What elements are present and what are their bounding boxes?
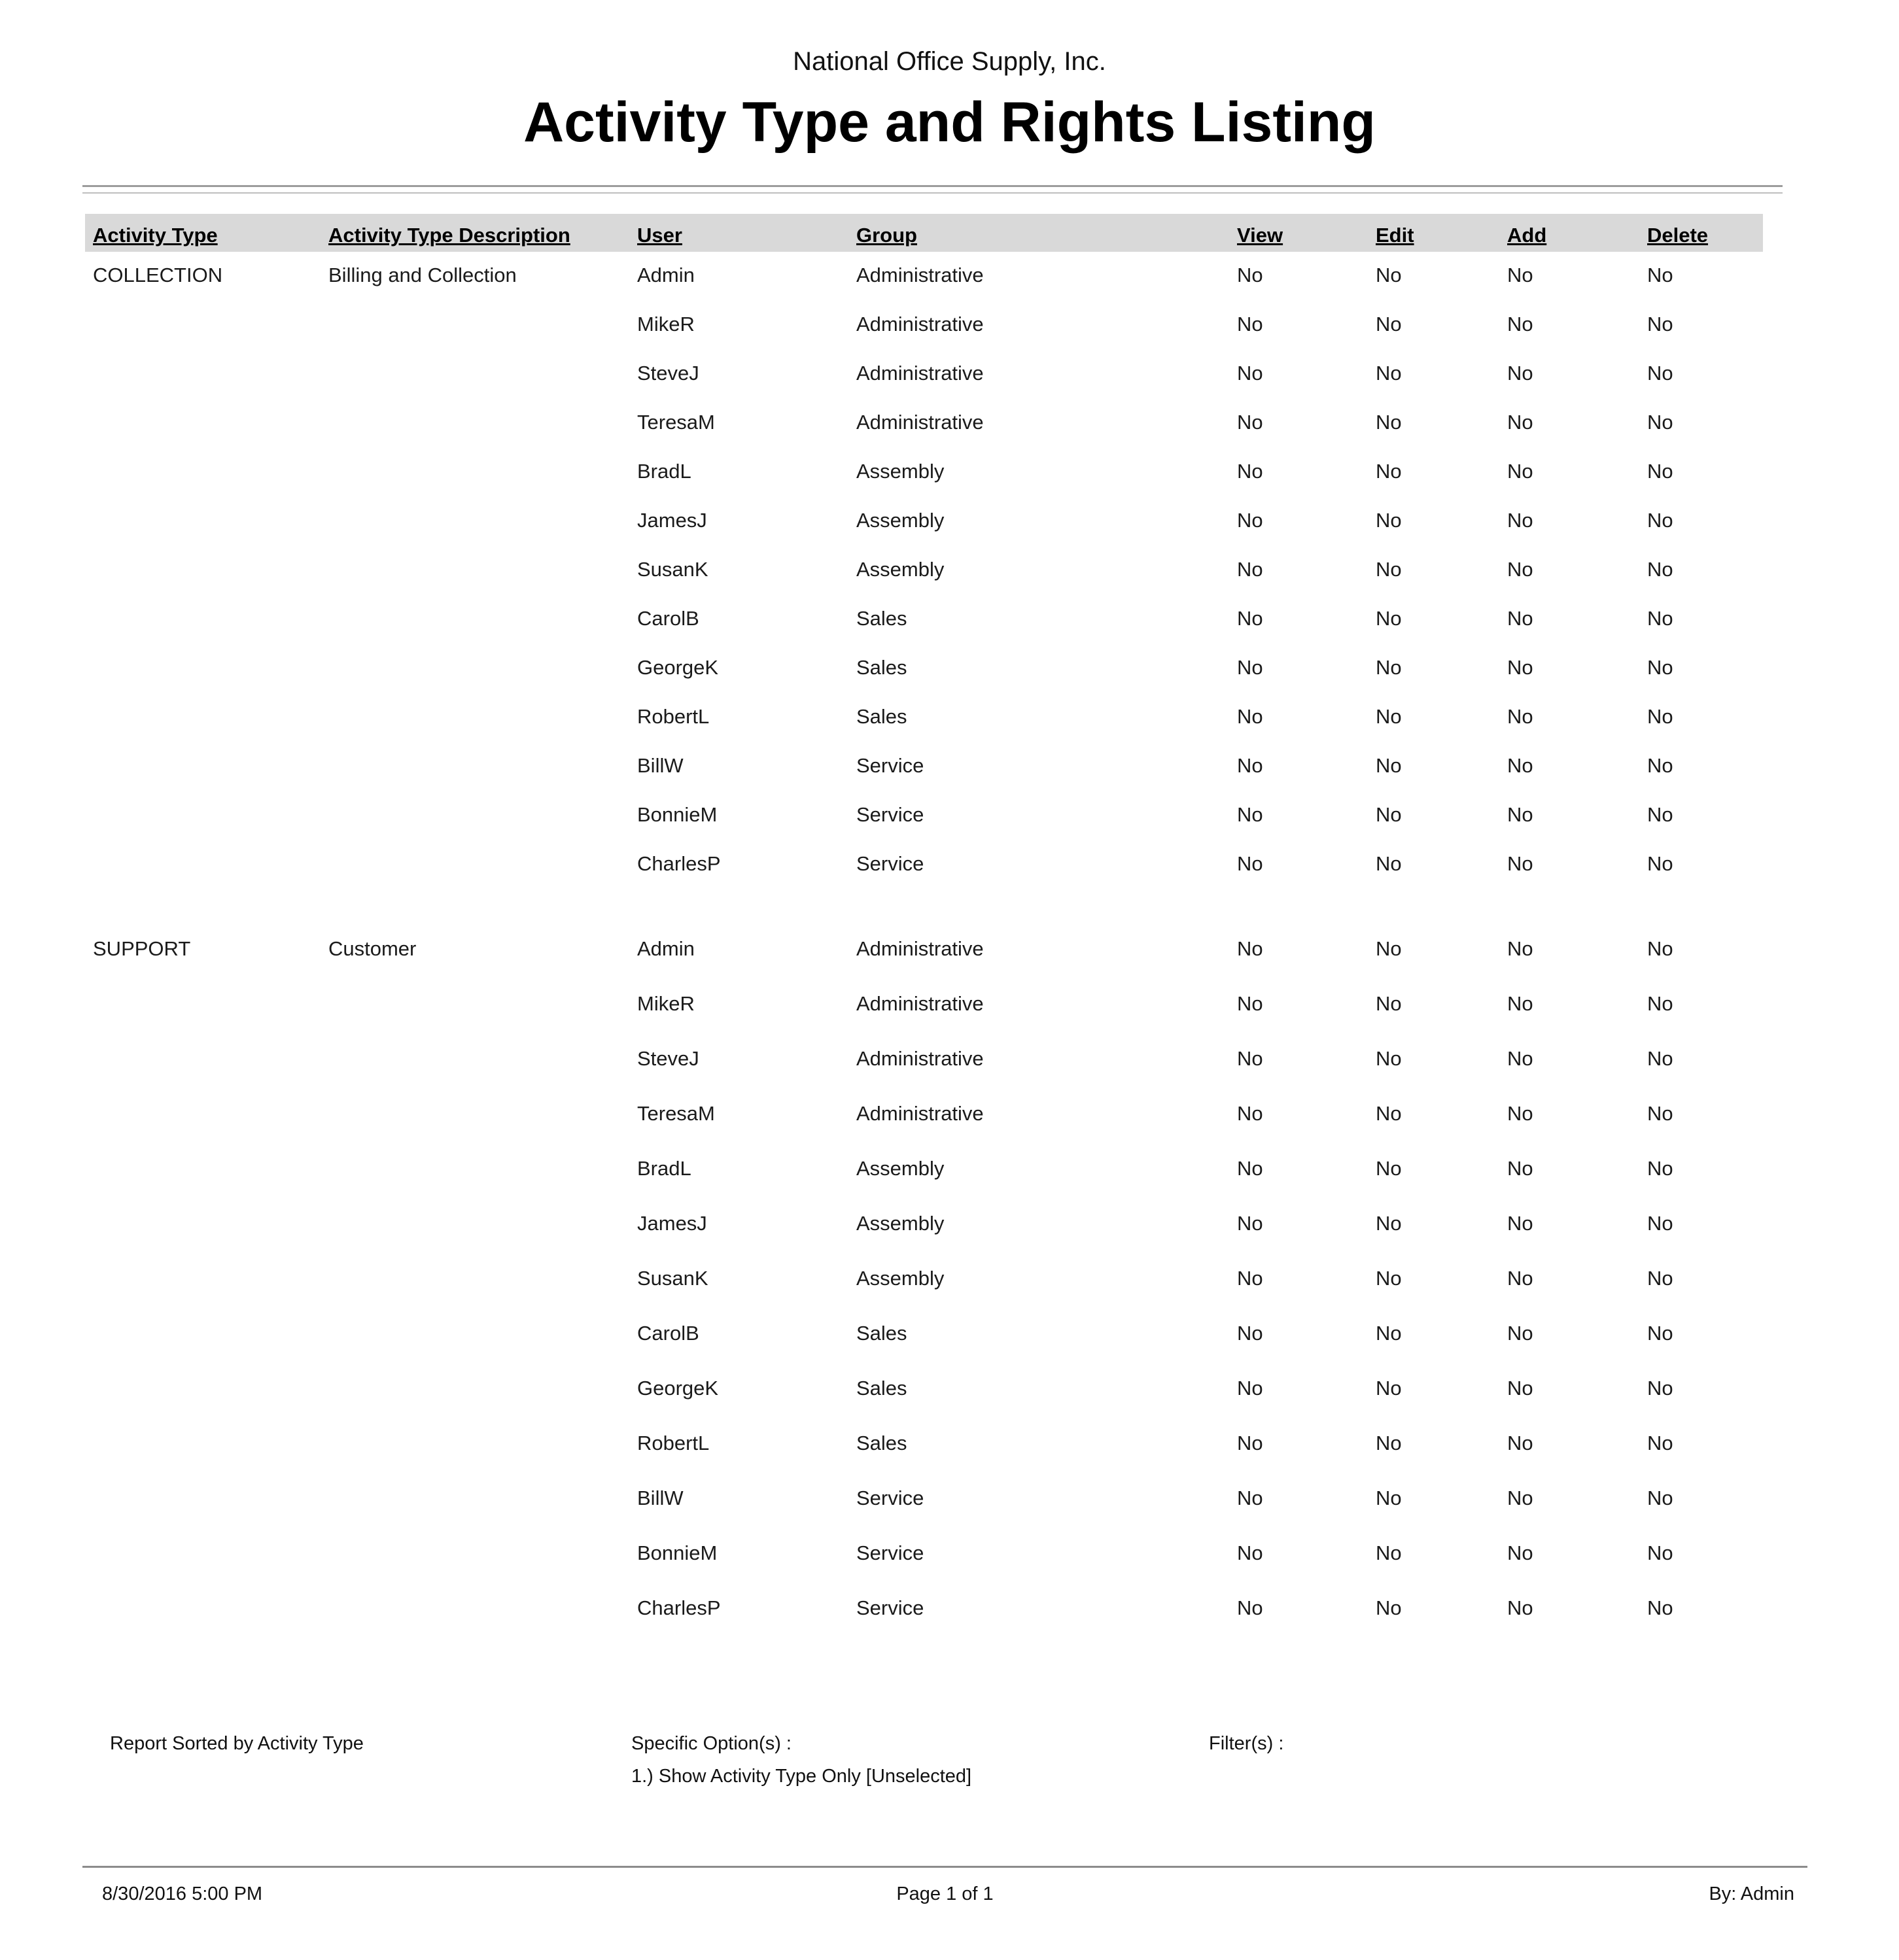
cell-user: TeresaM xyxy=(637,1102,715,1125)
cell-activity-type xyxy=(85,1097,321,1152)
cell-delete: No xyxy=(1647,937,1673,960)
cell-add: No xyxy=(1507,1432,1533,1454)
cell-group: Assembly xyxy=(856,509,945,532)
cell-user: SusanK xyxy=(637,1267,708,1290)
cell-add: No xyxy=(1507,558,1533,581)
cell-add: No xyxy=(1507,803,1533,826)
cell-view: No xyxy=(1237,852,1263,875)
table-row xyxy=(85,1262,1763,1316)
cell-edit: No xyxy=(1376,937,1402,960)
cell-group: Sales xyxy=(856,607,907,630)
cell-description xyxy=(321,405,629,455)
cell-edit: No xyxy=(1376,992,1402,1015)
cell-group: Sales xyxy=(856,1432,907,1454)
cell-add: No xyxy=(1507,1212,1533,1235)
cell-add: No xyxy=(1507,1596,1533,1619)
cell-delete: No xyxy=(1647,1212,1673,1235)
cell-description xyxy=(321,504,629,553)
table-row xyxy=(85,987,1763,1042)
cell-edit: No xyxy=(1376,1541,1402,1564)
cell-add: No xyxy=(1507,1157,1533,1180)
cell-edit: No xyxy=(1376,1047,1402,1070)
cell-view: No xyxy=(1237,705,1263,728)
table-row xyxy=(85,651,1763,700)
cell-group: Service xyxy=(856,754,924,777)
cell-group: Service xyxy=(856,1487,924,1509)
cell-delete: No xyxy=(1647,1432,1673,1454)
cell-group: Administrative xyxy=(856,411,984,434)
cell-view: No xyxy=(1237,1267,1263,1290)
cell-description xyxy=(321,1042,629,1097)
table-row xyxy=(85,932,1763,987)
cell-group: Administrative xyxy=(856,937,984,960)
table-row xyxy=(85,700,1763,749)
cell-add: No xyxy=(1507,460,1533,483)
cell-activity-type xyxy=(85,504,321,553)
cell-view: No xyxy=(1237,992,1263,1015)
cell-add: No xyxy=(1507,852,1533,875)
cell-edit: No xyxy=(1376,460,1402,483)
table-row xyxy=(85,1426,1763,1481)
cell-view: No xyxy=(1237,754,1263,777)
table-row xyxy=(85,1481,1763,1536)
col-header-group: Group xyxy=(856,224,917,247)
cell-edit: No xyxy=(1376,362,1402,385)
cell-description xyxy=(321,847,629,896)
cell-activity-type xyxy=(85,553,321,602)
cell-user: CarolB xyxy=(637,607,699,630)
report-author: By: Admin xyxy=(1709,1883,1794,1904)
options-label: Specific Option(s) : xyxy=(631,1733,792,1754)
cell-group: Administrative xyxy=(856,264,984,286)
cell-activity-type xyxy=(85,307,321,356)
cell-group: Service xyxy=(856,803,924,826)
table-row xyxy=(85,258,1763,307)
cell-edit: No xyxy=(1376,1487,1402,1509)
cell-add: No xyxy=(1507,1267,1533,1290)
company-name: National Office Supply, Inc. xyxy=(793,47,1106,76)
cell-add: No xyxy=(1507,656,1533,679)
cell-activity-type xyxy=(85,1262,321,1316)
title-divider xyxy=(82,185,1783,194)
cell-user: GeorgeK xyxy=(637,656,719,679)
status-bar xyxy=(82,1883,1807,1916)
cell-group: Service xyxy=(856,1596,924,1619)
table-row xyxy=(85,553,1763,602)
table-row xyxy=(85,455,1763,504)
cell-user: BonnieM xyxy=(637,803,718,826)
table-row xyxy=(85,1042,1763,1097)
cell-user: SusanK xyxy=(637,558,708,581)
cell-user: GeorgeK xyxy=(637,1377,719,1400)
footer-divider xyxy=(82,1866,1807,1868)
cell-edit: No xyxy=(1376,264,1402,286)
table-row xyxy=(85,405,1763,455)
cell-user: MikeR xyxy=(637,313,695,335)
cell-user: TeresaM xyxy=(637,411,715,434)
cell-view: No xyxy=(1237,1377,1263,1400)
cell-add: No xyxy=(1507,1377,1533,1400)
cell-delete: No xyxy=(1647,1377,1673,1400)
cell-view: No xyxy=(1237,264,1263,286)
table-row xyxy=(85,504,1763,553)
cell-user: BillW xyxy=(637,1487,684,1509)
page-title: Activity Type and Rights Listing xyxy=(523,91,1376,154)
cell-activity-type xyxy=(85,1591,321,1646)
cell-view: No xyxy=(1237,362,1263,385)
cell-view: No xyxy=(1237,1047,1263,1070)
cell-delete: No xyxy=(1647,1322,1673,1345)
cell-group: Assembly xyxy=(856,558,945,581)
cell-group: Administrative xyxy=(856,1102,984,1125)
cell-activity-type xyxy=(85,405,321,455)
cell-user: Admin xyxy=(637,264,695,286)
cell-delete: No xyxy=(1647,1267,1673,1290)
cell-user: BradL xyxy=(637,460,691,483)
cell-user: SteveJ xyxy=(637,362,699,385)
cell-add: No xyxy=(1507,362,1533,385)
cell-delete: No xyxy=(1647,1157,1673,1180)
cell-view: No xyxy=(1237,937,1263,960)
cell-delete: No xyxy=(1647,852,1673,875)
cell-view: No xyxy=(1237,1541,1263,1564)
cell-view: No xyxy=(1237,607,1263,630)
cell-activity-type xyxy=(85,1316,321,1371)
cell-activity-type xyxy=(85,1042,321,1097)
cell-description xyxy=(321,455,629,504)
col-header-edit: Edit xyxy=(1376,224,1414,247)
cell-delete: No xyxy=(1647,411,1673,434)
cell-description xyxy=(321,1152,629,1207)
cell-add: No xyxy=(1507,1322,1533,1345)
cell-view: No xyxy=(1237,656,1263,679)
cell-add: No xyxy=(1507,705,1533,728)
col-header-user: User xyxy=(637,224,682,247)
activity-section xyxy=(85,258,1763,896)
cell-edit: No xyxy=(1376,558,1402,581)
cell-group: Sales xyxy=(856,705,907,728)
cell-edit: No xyxy=(1376,1267,1402,1290)
cell-add: No xyxy=(1507,411,1533,434)
table-row xyxy=(85,1152,1763,1207)
cell-description xyxy=(321,987,629,1042)
cell-edit: No xyxy=(1376,1157,1402,1180)
cell-activity-type xyxy=(85,651,321,700)
cell-user: CarolB xyxy=(637,1322,699,1345)
table-row xyxy=(85,1591,1763,1646)
cell-view: No xyxy=(1237,411,1263,434)
table-row xyxy=(85,1207,1763,1262)
cell-user: MikeR xyxy=(637,992,695,1015)
cell-description xyxy=(321,749,629,798)
cell-delete: No xyxy=(1647,1102,1673,1125)
cell-group: Administrative xyxy=(856,1047,984,1070)
col-header-view: View xyxy=(1237,224,1283,247)
cell-edit: No xyxy=(1376,411,1402,434)
cell-description xyxy=(321,1481,629,1536)
cell-add: No xyxy=(1507,1047,1533,1070)
report-datetime: 8/30/2016 5:00 PM xyxy=(102,1883,263,1904)
cell-delete: No xyxy=(1647,1487,1673,1509)
cell-activity-type xyxy=(85,700,321,749)
cell-description xyxy=(321,553,629,602)
cell-group: Administrative xyxy=(856,313,984,335)
cell-user: CharlesP xyxy=(637,852,721,875)
cell-delete: No xyxy=(1647,607,1673,630)
cell-edit: No xyxy=(1376,705,1402,728)
cell-view: No xyxy=(1237,313,1263,335)
cell-view: No xyxy=(1237,1102,1263,1125)
cell-delete: No xyxy=(1647,509,1673,532)
cell-view: No xyxy=(1237,460,1263,483)
cell-delete: No xyxy=(1647,705,1673,728)
cell-activity-type xyxy=(85,1426,321,1481)
cell-activity-type xyxy=(85,798,321,847)
cell-edit: No xyxy=(1376,509,1402,532)
cell-description xyxy=(321,356,629,405)
page-indicator: Page 1 of 1 xyxy=(896,1883,994,1904)
table-row xyxy=(85,798,1763,847)
cell-add: No xyxy=(1507,1541,1533,1564)
cell-add: No xyxy=(1507,937,1533,960)
cell-user: RobertL xyxy=(637,1432,710,1454)
cell-edit: No xyxy=(1376,754,1402,777)
cell-add: No xyxy=(1507,1487,1533,1509)
cell-activity-type xyxy=(85,987,321,1042)
cell-description xyxy=(321,1591,629,1646)
cell-description xyxy=(321,602,629,651)
cell-user: SteveJ xyxy=(637,1047,699,1070)
cell-user: BonnieM xyxy=(637,1541,718,1564)
cell-user: Admin xyxy=(637,937,695,960)
cell-group: Assembly xyxy=(856,460,945,483)
table-row xyxy=(85,1316,1763,1371)
cell-activity-type xyxy=(85,1207,321,1262)
cell-activity-type xyxy=(85,847,321,896)
cell-activity-type xyxy=(85,602,321,651)
cell-delete: No xyxy=(1647,803,1673,826)
cell-edit: No xyxy=(1376,1102,1402,1125)
cell-description xyxy=(321,798,629,847)
cell-edit: No xyxy=(1376,656,1402,679)
cell-add: No xyxy=(1507,754,1533,777)
cell-user: JamesJ xyxy=(637,509,707,532)
cell-edit: No xyxy=(1376,1377,1402,1400)
cell-group: Assembly xyxy=(856,1157,945,1180)
table-row xyxy=(85,356,1763,405)
cell-group: Administrative xyxy=(856,992,984,1015)
cell-add: No xyxy=(1507,607,1533,630)
cell-user: JamesJ xyxy=(637,1212,707,1235)
cell-description xyxy=(321,1316,629,1371)
cell-edit: No xyxy=(1376,852,1402,875)
cell-activity-type: SUPPORT xyxy=(93,937,191,960)
cell-description: Customer xyxy=(328,937,417,960)
table-header-row xyxy=(85,214,1763,252)
cell-delete: No xyxy=(1647,362,1673,385)
cell-activity-type xyxy=(85,1536,321,1591)
cell-delete: No xyxy=(1647,1596,1673,1619)
cell-view: No xyxy=(1237,1322,1263,1345)
table-row xyxy=(85,749,1763,798)
sorted-by-note: Report Sorted by Activity Type xyxy=(110,1733,364,1754)
cell-group: Sales xyxy=(856,656,907,679)
cell-description xyxy=(321,1426,629,1481)
cell-view: No xyxy=(1237,1212,1263,1235)
cell-group: Assembly xyxy=(856,1212,945,1235)
cell-description xyxy=(321,1207,629,1262)
col-header-add: Add xyxy=(1507,224,1547,247)
cell-group: Sales xyxy=(856,1322,907,1345)
cell-activity-type xyxy=(85,1152,321,1207)
cell-activity-type xyxy=(85,749,321,798)
cell-description xyxy=(321,1097,629,1152)
cell-add: No xyxy=(1507,992,1533,1015)
table-body xyxy=(85,258,1763,1646)
table-row xyxy=(85,1371,1763,1426)
cell-description xyxy=(321,1536,629,1591)
cell-add: No xyxy=(1507,1102,1533,1125)
cell-view: No xyxy=(1237,803,1263,826)
cell-user: BradL xyxy=(637,1157,691,1180)
cell-edit: No xyxy=(1376,313,1402,335)
cell-group: Service xyxy=(856,1541,924,1564)
cell-activity-type xyxy=(85,455,321,504)
cell-delete: No xyxy=(1647,1047,1673,1070)
cell-activity-type xyxy=(85,1371,321,1426)
cell-view: No xyxy=(1237,1432,1263,1454)
cell-delete: No xyxy=(1647,558,1673,581)
cell-delete: No xyxy=(1647,264,1673,286)
filters-label: Filter(s) : xyxy=(1209,1733,1284,1754)
cell-group: Sales xyxy=(856,1377,907,1400)
cell-user: CharlesP xyxy=(637,1596,721,1619)
cell-edit: No xyxy=(1376,1432,1402,1454)
cell-description xyxy=(321,700,629,749)
cell-activity-type xyxy=(85,356,321,405)
table-row xyxy=(85,602,1763,651)
cell-edit: No xyxy=(1376,607,1402,630)
cell-edit: No xyxy=(1376,1212,1402,1235)
cell-add: No xyxy=(1507,264,1533,286)
cell-view: No xyxy=(1237,558,1263,581)
col-header-delete: Delete xyxy=(1647,224,1709,247)
table-row xyxy=(85,1536,1763,1591)
cell-delete: No xyxy=(1647,460,1673,483)
cell-description xyxy=(321,651,629,700)
cell-add: No xyxy=(1507,313,1533,335)
cell-description xyxy=(321,307,629,356)
cell-activity-type xyxy=(85,1481,321,1536)
cell-user: RobertL xyxy=(637,705,710,728)
cell-description xyxy=(321,1262,629,1316)
col-header-activity-type: Activity Type xyxy=(93,224,218,247)
activity-section xyxy=(85,932,1763,1646)
cell-delete: No xyxy=(1647,656,1673,679)
cell-delete: No xyxy=(1647,754,1673,777)
cell-activity-type: COLLECTION xyxy=(93,264,223,286)
cell-view: No xyxy=(1237,1596,1263,1619)
cell-description xyxy=(321,1371,629,1426)
cell-delete: No xyxy=(1647,1541,1673,1564)
cell-user: BillW xyxy=(637,754,684,777)
cell-add: No xyxy=(1507,509,1533,532)
cell-delete: No xyxy=(1647,992,1673,1015)
cell-edit: No xyxy=(1376,1596,1402,1619)
table-row xyxy=(85,847,1763,896)
cell-view: No xyxy=(1237,1487,1263,1509)
cell-group: Administrative xyxy=(856,362,984,385)
cell-edit: No xyxy=(1376,803,1402,826)
col-header-activity-type-description: Activity Type Description xyxy=(328,224,570,247)
cell-group: Service xyxy=(856,852,924,875)
cell-group: Assembly xyxy=(856,1267,945,1290)
table-row xyxy=(85,307,1763,356)
table-row xyxy=(85,1097,1763,1152)
cell-delete: No xyxy=(1647,313,1673,335)
cell-edit: No xyxy=(1376,1322,1402,1345)
cell-description: Billing and Collection xyxy=(328,264,517,286)
cell-view: No xyxy=(1237,509,1263,532)
option-1-text: 1.) Show Activity Type Only [Unselected] xyxy=(631,1766,972,1787)
cell-view: No xyxy=(1237,1157,1263,1180)
